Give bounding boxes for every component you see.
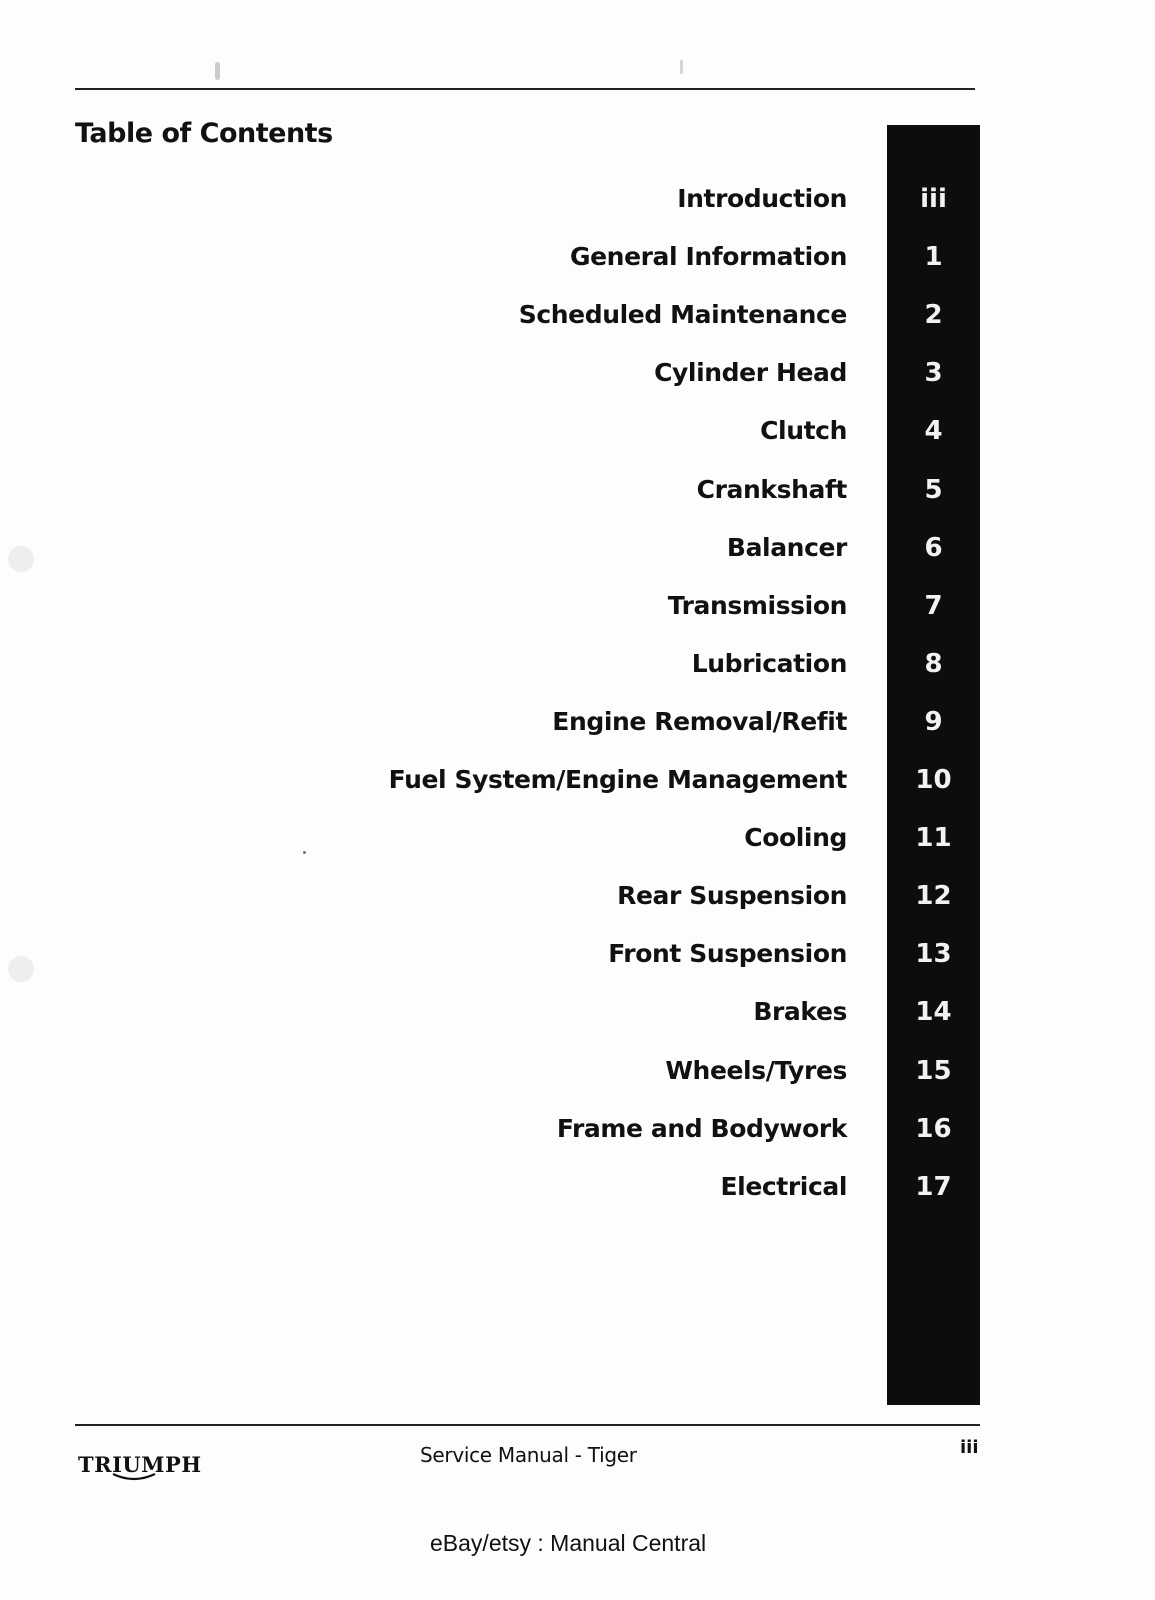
toc-entry-label: Front Suspension [608,939,847,968]
toc-entry[interactable] [300,1104,980,1154]
toc-entry-chapter-number: 11 [915,823,952,853]
toc-entry[interactable] [300,290,980,340]
toc-entry-chapter-number: 14 [915,997,952,1027]
toc-entry-chapter-number: 5 [924,475,943,505]
toc-entry-label: Transmission [667,591,847,620]
toc-entry-chapter-number: 8 [924,649,943,679]
toc-entry-chapter-number: 1 [924,242,943,272]
toc-entry-label: Rear Suspension [617,881,847,910]
scan-speck [8,546,34,572]
toc-entry[interactable] [300,987,980,1037]
triumph-logo [78,1452,202,1477]
toc-entry-label: Wheels/Tyres [665,1056,847,1085]
bottom-rule [75,1424,980,1426]
toc-entry-label: Introduction [677,184,847,213]
toc-entry-label: Clutch [760,416,847,445]
scan-speck [8,956,34,982]
toc-entry-chapter-number: 6 [924,533,943,563]
toc-entry-chapter-number: 9 [924,707,943,737]
toc-entry[interactable] [300,406,980,456]
toc-entry-chapter-number: 4 [924,416,943,446]
toc-entry-chapter-number: 15 [915,1056,952,1086]
toc-entry[interactable] [300,581,980,631]
toc-entry-chapter-number: 17 [915,1172,952,1202]
toc-entry-label: Lubrication [691,649,847,678]
toc-entry[interactable] [300,1162,980,1212]
toc-entry-label: Scheduled Maintenance [518,300,847,329]
toc-entry[interactable] [300,174,980,224]
toc-entry-chapter-number: 3 [924,358,943,388]
toc-entry[interactable] [300,929,980,979]
toc-entry-label: Balancer [726,533,847,562]
toc-entry-chapter-number: 7 [924,591,943,621]
toc-entry-label: Cylinder Head [654,358,847,387]
toc-entry[interactable] [300,1046,980,1096]
toc-entry[interactable] [300,697,980,747]
toc-entry[interactable] [300,639,980,689]
footer-page-number: iii [960,1437,979,1458]
scan-speck [215,62,220,80]
scan-speck [680,60,683,74]
toc-entry-label: Electrical [720,1172,847,1201]
toc-entry[interactable] [300,465,980,515]
toc-entry-chapter-number: iii [920,184,947,214]
toc-entry-label: Fuel System/Engine Management [388,765,847,794]
scan-speck [303,851,306,854]
toc-entry[interactable] [300,523,980,573]
toc-entry-label: Frame and Bodywork [556,1114,847,1143]
toc-entry-label: Brakes [753,997,847,1026]
footer-manual-title: Service Manual - Tiger [420,1443,637,1467]
logo-swoosh-icon [112,1472,156,1482]
toc-entry[interactable] [300,348,980,398]
toc-entry-chapter-number: 16 [915,1114,952,1144]
toc-entry-label: Crankshaft [696,475,847,504]
toc-entry[interactable] [300,871,980,921]
toc-entry-chapter-number: 10 [915,765,952,795]
toc-entry[interactable] [300,232,980,282]
toc-entry[interactable] [300,813,980,863]
toc-entry-label: General Information [570,242,847,271]
page-title: Table of Contents [75,118,333,149]
toc-entry-chapter-number: 12 [915,881,952,911]
brand-name: TRIUMPH [78,1452,202,1477]
toc-entry[interactable] [300,755,980,805]
toc-entry-chapter-number: 13 [915,939,952,969]
toc-entry-label: Cooling [744,823,847,852]
toc-entry-label: Engine Removal/Refit [552,707,847,736]
toc-entry-chapter-number: 2 [924,300,943,330]
seller-credit: eBay/etsy : Manual Central [430,1530,707,1556]
